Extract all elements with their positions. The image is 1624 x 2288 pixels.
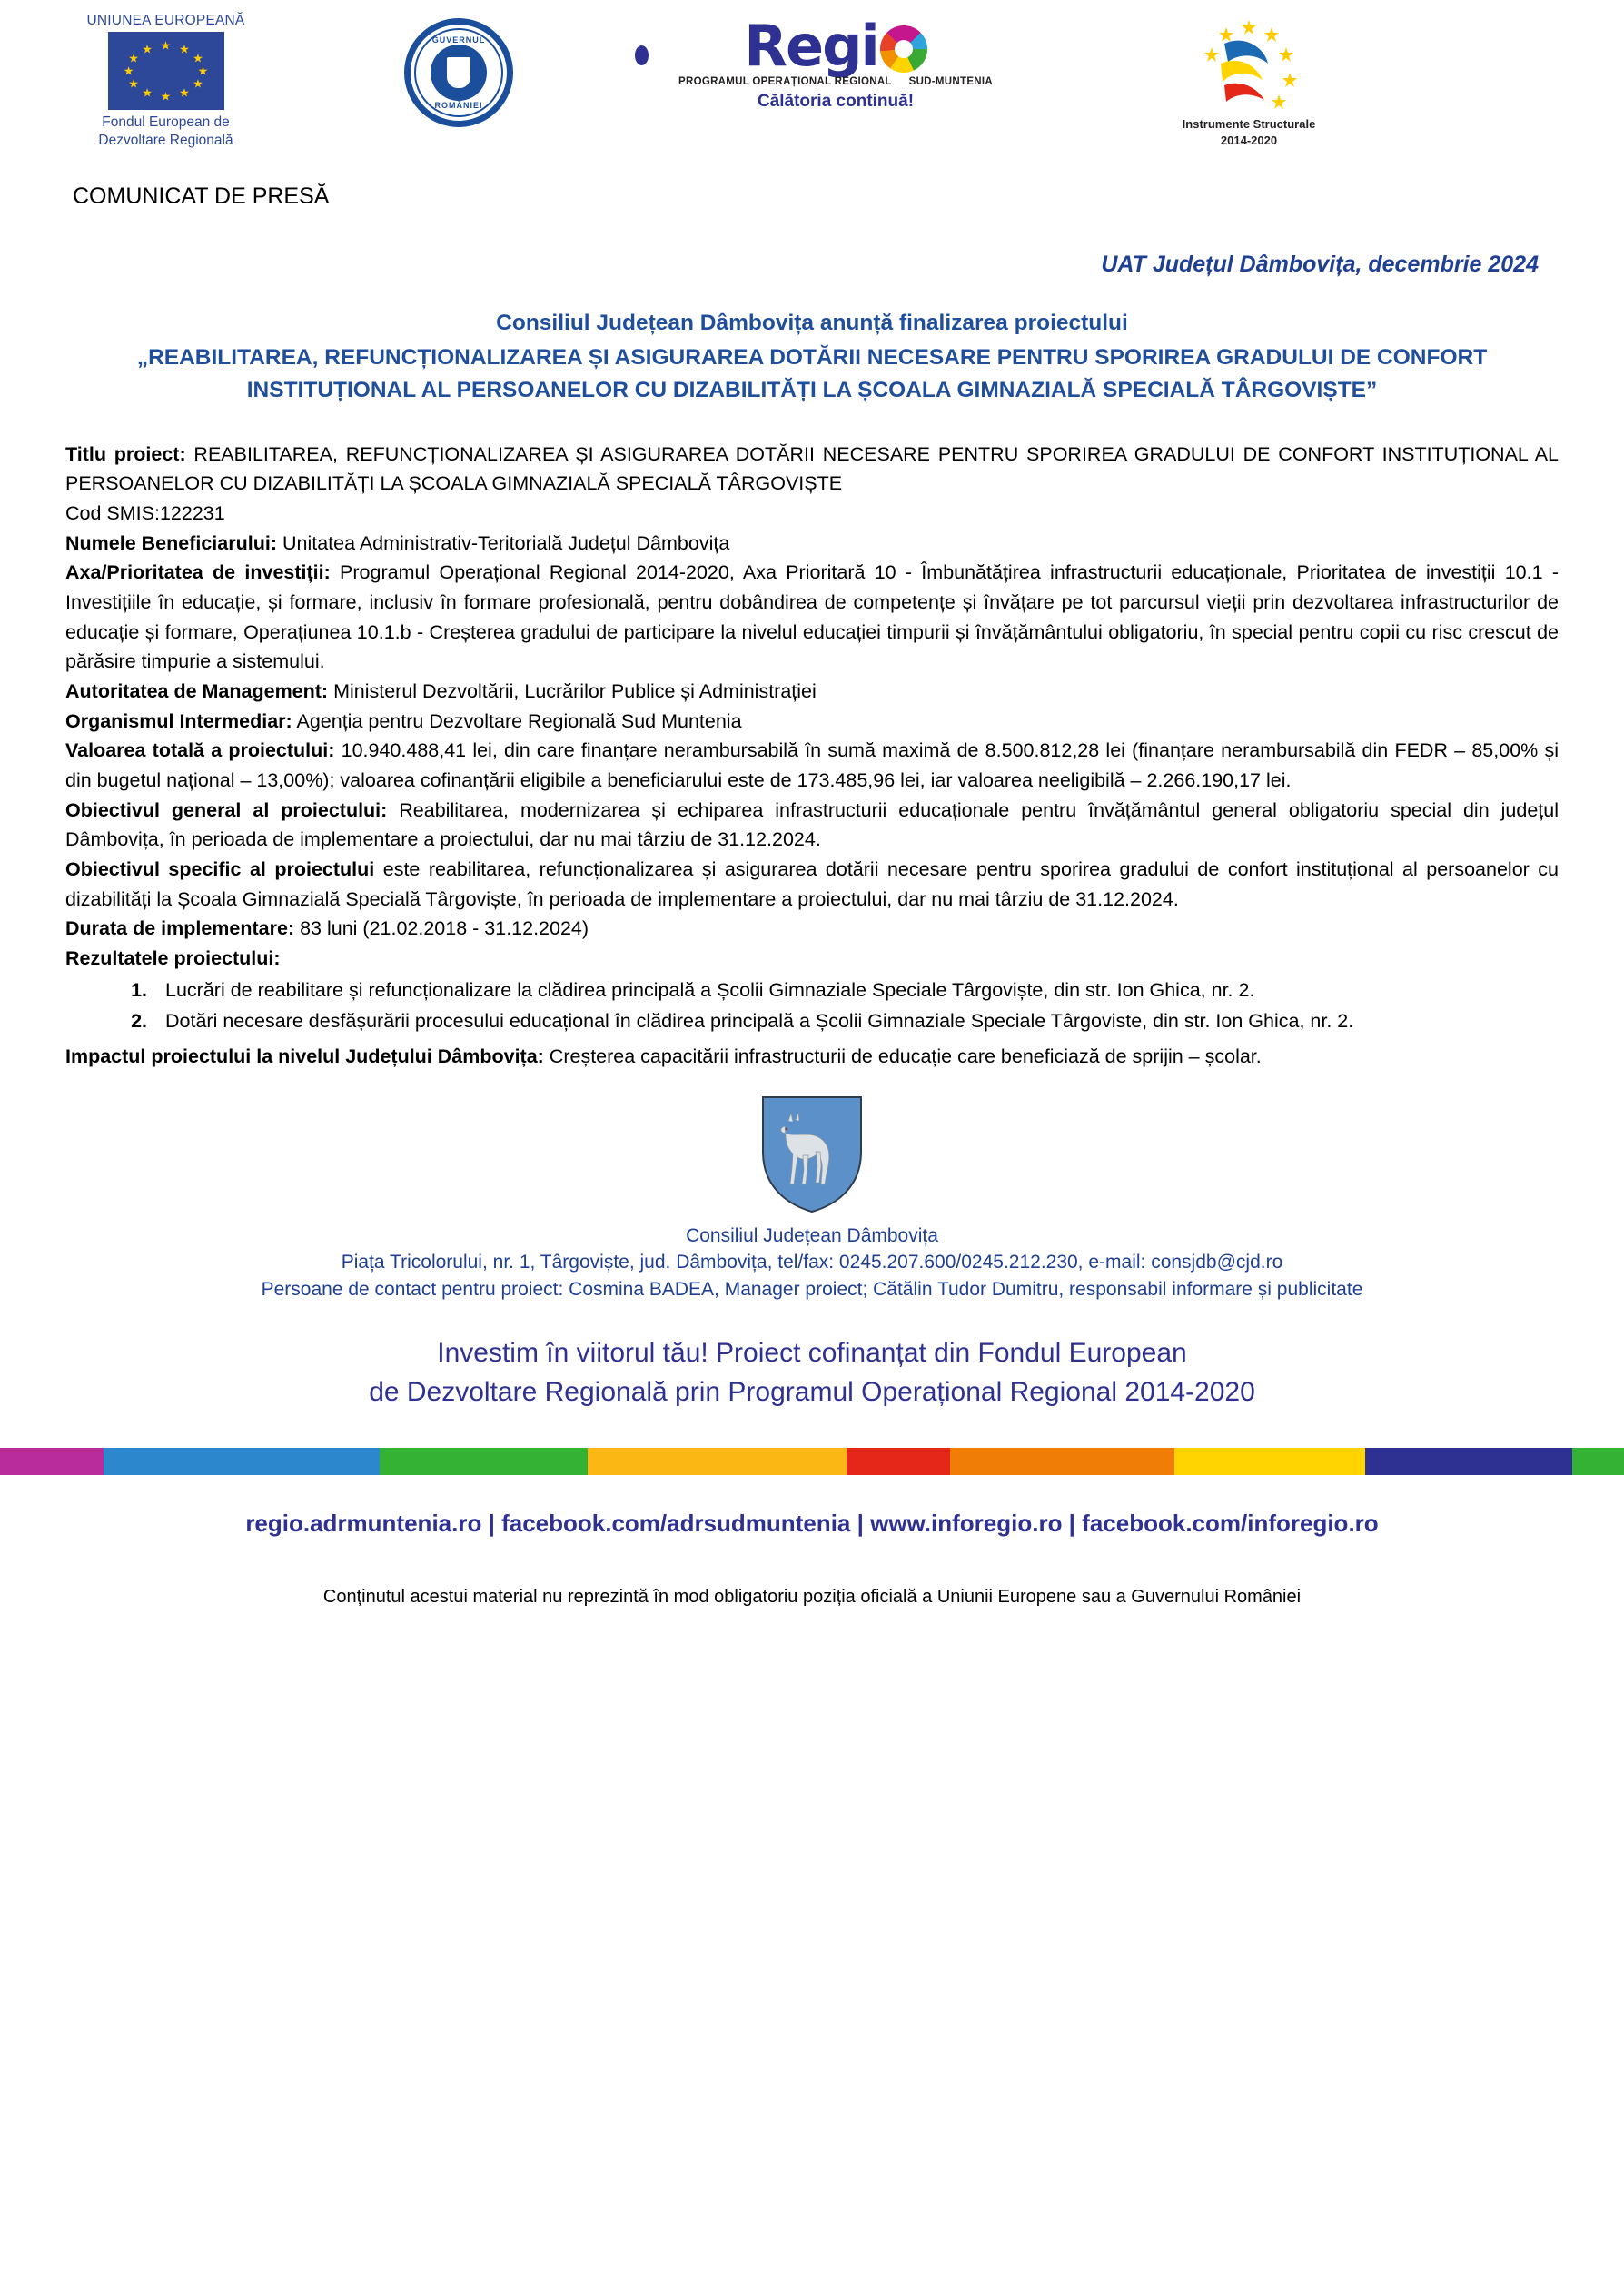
- eu-star-icon: ★: [179, 42, 190, 56]
- field-value: Programul Operațional Regional 2014-2020, Axa Prioritară 10 - Îmbunătățirea infrastructurii educaționale, Prioritatea de investiții 10.1 - Investițiile în educație, și formare, inclusiv în formare profesională, pentru dobândirea de competențe și învățare pe tot parcursul vieții prin dezvoltarea infrastructurilor de educație și formare, Operațiunea 10.1.b - Creșterea gradului de participare la nivelul educației timpurii și învățământului obligatoriu, în special pentru copii cu risc crescut de părăsire timpurie a sistemului.: [65, 561, 1559, 673]
- field-value: Agenția pentru Dezvoltare Regională Sud Muntenia: [292, 709, 742, 732]
- field-value: Reabilitarea, modernizarea și echiparea infrastructurii educaționale pentru învățământul general obligatoriu special din județul Dâmbovița, în perioada de implementare a proiectului, dar nu mai târziu de 31.12.2024.: [65, 798, 1559, 851]
- eu-star-icon: ★: [160, 38, 172, 53]
- dambovita-coat-of-arms-icon: [761, 1095, 863, 1213]
- field-organism-intermediar: [65, 707, 1559, 737]
- eu-caption-line1: Fondul European de: [102, 114, 230, 130]
- footer-urls: regio.adrmuntenia.ro | facebook.com/adrsudmuntenia | www.inforegio.ro | facebook.com/inforegio.ro: [245, 1510, 1379, 1538]
- color-bar-segment: [950, 1448, 1174, 1475]
- regio-wordmark: Regi: [744, 13, 878, 80]
- field-titlu-proiect: [65, 440, 1559, 499]
- field-axa-prioritate: [65, 558, 1559, 677]
- field-label: Obiectivul general al proiectului:: [65, 798, 388, 821]
- gov-seal-text-bottom: ROMÂNIEI: [434, 101, 483, 110]
- field-value: 83 luni (21.02.2018 - 31.12.2024): [294, 917, 589, 940]
- list-item: 2. Dotări necesare desfășurării procesului educațional în clădirea principală a Școlii Gimnaziale Speciale Târgoviste, din str. Ion Ghica, nr. 2.: [153, 1006, 1559, 1036]
- field-autoritate-management: [65, 677, 1559, 707]
- field-valoare-totala: [65, 736, 1559, 795]
- field-value: Ministerul Dezvoltării, Lucrărilor Publice și Administrației: [328, 679, 817, 702]
- header-logo-strip: [0, 0, 1624, 149]
- title-block: [65, 311, 1559, 407]
- title-intro: Consiliul Județean Dâmbovița anunță finalizarea proiectului: [496, 311, 1128, 335]
- structural-instruments-icon: [1181, 16, 1317, 114]
- government-seal-icon: [404, 18, 513, 127]
- project-details: [65, 440, 1559, 1072]
- instr-caption-line2: 2014-2020: [1220, 133, 1278, 147]
- eu-star-icon: ★: [123, 64, 134, 78]
- color-bar-segment: [1365, 1448, 1572, 1475]
- field-value: este reabilitarea, refuncționalizarea și asigurarea dotării necesare pentru sporirea gradului de confort instituțional al persoanelor cu dizabilități la Școala Gimnazială Specială Târgoviște, în perioada de implementare a proiectului, dar nu mai târziu de 31.12.2024.: [65, 857, 1559, 910]
- press-release-label: COMUNICAT DE PRESĂ: [73, 183, 330, 209]
- gov-seal-text-top: GUVERNUL: [431, 35, 486, 45]
- field-label: Axa/Prioritatea de investiții:: [65, 561, 331, 584]
- eu-star-icon: ★: [193, 76, 203, 91]
- structural-instruments-logo: [1131, 13, 1367, 148]
- color-bar-segment: [1572, 1448, 1624, 1475]
- slogan-line1: Investim în viitorul tău! Proiect cofinanțat din Fondul European: [437, 1338, 1187, 1369]
- field-label: Impactul proiectului la nivelul Județului Dâmbovița:: [65, 1045, 544, 1067]
- field-value: 10.940.488,41 lei, din care finanțare nerambursabilă în sumă maximă de 8.500.812,28 lei (finanțare nerambursabilă din FEDR – 85,00% și din bugetul național – 13,00%); valoarea cofinanțării eligibile a beneficiarului este de 173.485,96 lei, iar valoarea neeligibilă – 2.266.190,17 lei.: [65, 739, 1559, 791]
- eu-star-icon: ★: [142, 85, 153, 100]
- field-durata-implementare: [65, 914, 1559, 944]
- eu-star-icon: ★: [128, 76, 139, 91]
- slogan-line2: de Dezvoltare Regională prin Programul Operațional Regional 2014-2020: [369, 1376, 1255, 1407]
- contact-address: Piața Tricolorului, nr. 1, Târgoviște, jud. Dâmbovița, tel/fax: 0245.207.600/0245.212.230, e-mail: consjdb@cjd.ro: [341, 1252, 1283, 1273]
- government-logo: [322, 13, 595, 127]
- field-label: Organismul Intermediar:: [65, 709, 292, 732]
- coat-of-arms-block: [65, 1095, 1559, 1213]
- results-list: [65, 976, 1559, 1036]
- regio-subtitle-right: SUD-MUNTENIA: [908, 76, 993, 87]
- gov-shield-icon: [447, 57, 470, 88]
- contact-institution: Consiliul Județean Dâmbovița: [686, 1224, 938, 1246]
- field-value: REABILITAREA, REFUNCȚIONALIZAREA ȘI ASIGURAREA DOTĂRII NECESARE PENTRU SPORIREA GRADULUI DE CONFORT INSTITUȚIONAL AL PERSOANELOR CU DIZABILITĂȚI LA ȘCOALA GIMNAZIALĂ SPECIALĂ TÂRGOVIȘTE: [65, 442, 1559, 495]
- footer-disclaimer: Conținutul acestui material nu reprezintă în mod obligatoriu poziția oficială a Uniunii Europene sau a Guvernului României: [322, 1587, 1302, 1608]
- eu-logo-caption-bottom: [64, 114, 268, 150]
- color-bar-segment: [0, 1448, 104, 1475]
- document-body: [0, 183, 1624, 1411]
- field-label: Obiectivul specific al proiectului: [65, 857, 375, 880]
- color-bar-segment: [847, 1448, 950, 1475]
- gov-seal-emblem: [431, 45, 487, 101]
- field-label: Numele Beneficiarului:: [65, 531, 277, 554]
- eu-flag-icon: [108, 32, 224, 110]
- field-label: Autoritatea de Management:: [65, 679, 329, 702]
- list-item: 1. Lucrări de reabilitare și refuncționalizare la clădirea principală a Școlii Gimnaziale Speciale Târgoviște, din str. Ion Ghica, nr. 2.: [153, 976, 1559, 1005]
- field-value: Creșterea capacitării infrastructurii de educație care beneficiază de sprijin – școlar.: [543, 1045, 1262, 1067]
- eu-logo-caption-top: UNIUNEA EUROPEANĂ: [86, 13, 245, 28]
- field-beneficiar: [65, 529, 1559, 559]
- field-label: Valoarea totală a proiectului:: [65, 739, 335, 762]
- field-label: Durata de implementare:: [65, 917, 295, 940]
- field-rezultate-label: Rezultatele proiectului:: [65, 946, 281, 969]
- page-title: „REABILITAREA, REFUNCȚIONALIZAREA ȘI ASIGURAREA DOTĂRII NECESARE PENTRU SPORIREA GRADULUI DE CONFORT INSTITUȚIONAL AL PERSOANELOR CU DIZABILITĂȚI LA ȘCOALA GIMNAZIALĂ SPECIALĂ TÂRGOVIȘTE”: [136, 345, 1488, 402]
- field-impact: [65, 1042, 1559, 1072]
- decorative-color-bar: [0, 1448, 1624, 1475]
- eu-caption-line2: Dezvoltare Regională: [98, 133, 233, 149]
- field-obiectiv-specific: [65, 855, 1559, 914]
- eu-star-icon: ★: [160, 89, 172, 104]
- field-label: Titlu proiect:: [65, 442, 186, 465]
- eu-star-icon: ★: [193, 51, 203, 65]
- field-cod-smis: Cod SMIS:122231: [65, 501, 225, 524]
- eu-star-icon: ★: [142, 42, 153, 56]
- regio-dot-icon: [635, 45, 649, 65]
- instr-caption-line1: Instrumente Structurale: [1182, 117, 1316, 131]
- color-bar-segment: [104, 1448, 380, 1475]
- date-line: UAT Județul Dâmbovița, decembrie 2024: [1101, 252, 1539, 277]
- regio-slogan: Călătoria continuă!: [757, 92, 915, 111]
- color-bar-segment: [1174, 1448, 1364, 1475]
- color-bar-segment: [380, 1448, 587, 1475]
- eu-logo: [64, 13, 268, 150]
- investment-slogan: [65, 1334, 1559, 1411]
- eu-star-icon: ★: [179, 85, 190, 100]
- field-value: Unitatea Administrativ-Teritorială Județul Dâmbovița: [276, 531, 730, 554]
- regio-subtitle-left: PROGRAMUL OPERAȚIONAL REGIONAL: [678, 76, 892, 87]
- regio-color-wheel-icon: [880, 25, 927, 73]
- structural-instruments-caption: [1131, 116, 1367, 148]
- contact-persons: Persoane de contact pentru proiect: Cosmina BADEA, Manager proiect; Cătălin Tudor Dumitru, responsabil informare și publicitate: [261, 1279, 1363, 1301]
- eu-star-icon: ★: [128, 51, 139, 65]
- field-obiectiv-general: [65, 796, 1559, 855]
- contact-block: [65, 1223, 1559, 1303]
- regio-logo: [659, 13, 1013, 112]
- eu-star-icon: ★: [197, 64, 209, 78]
- color-bar-segment: [588, 1448, 847, 1475]
